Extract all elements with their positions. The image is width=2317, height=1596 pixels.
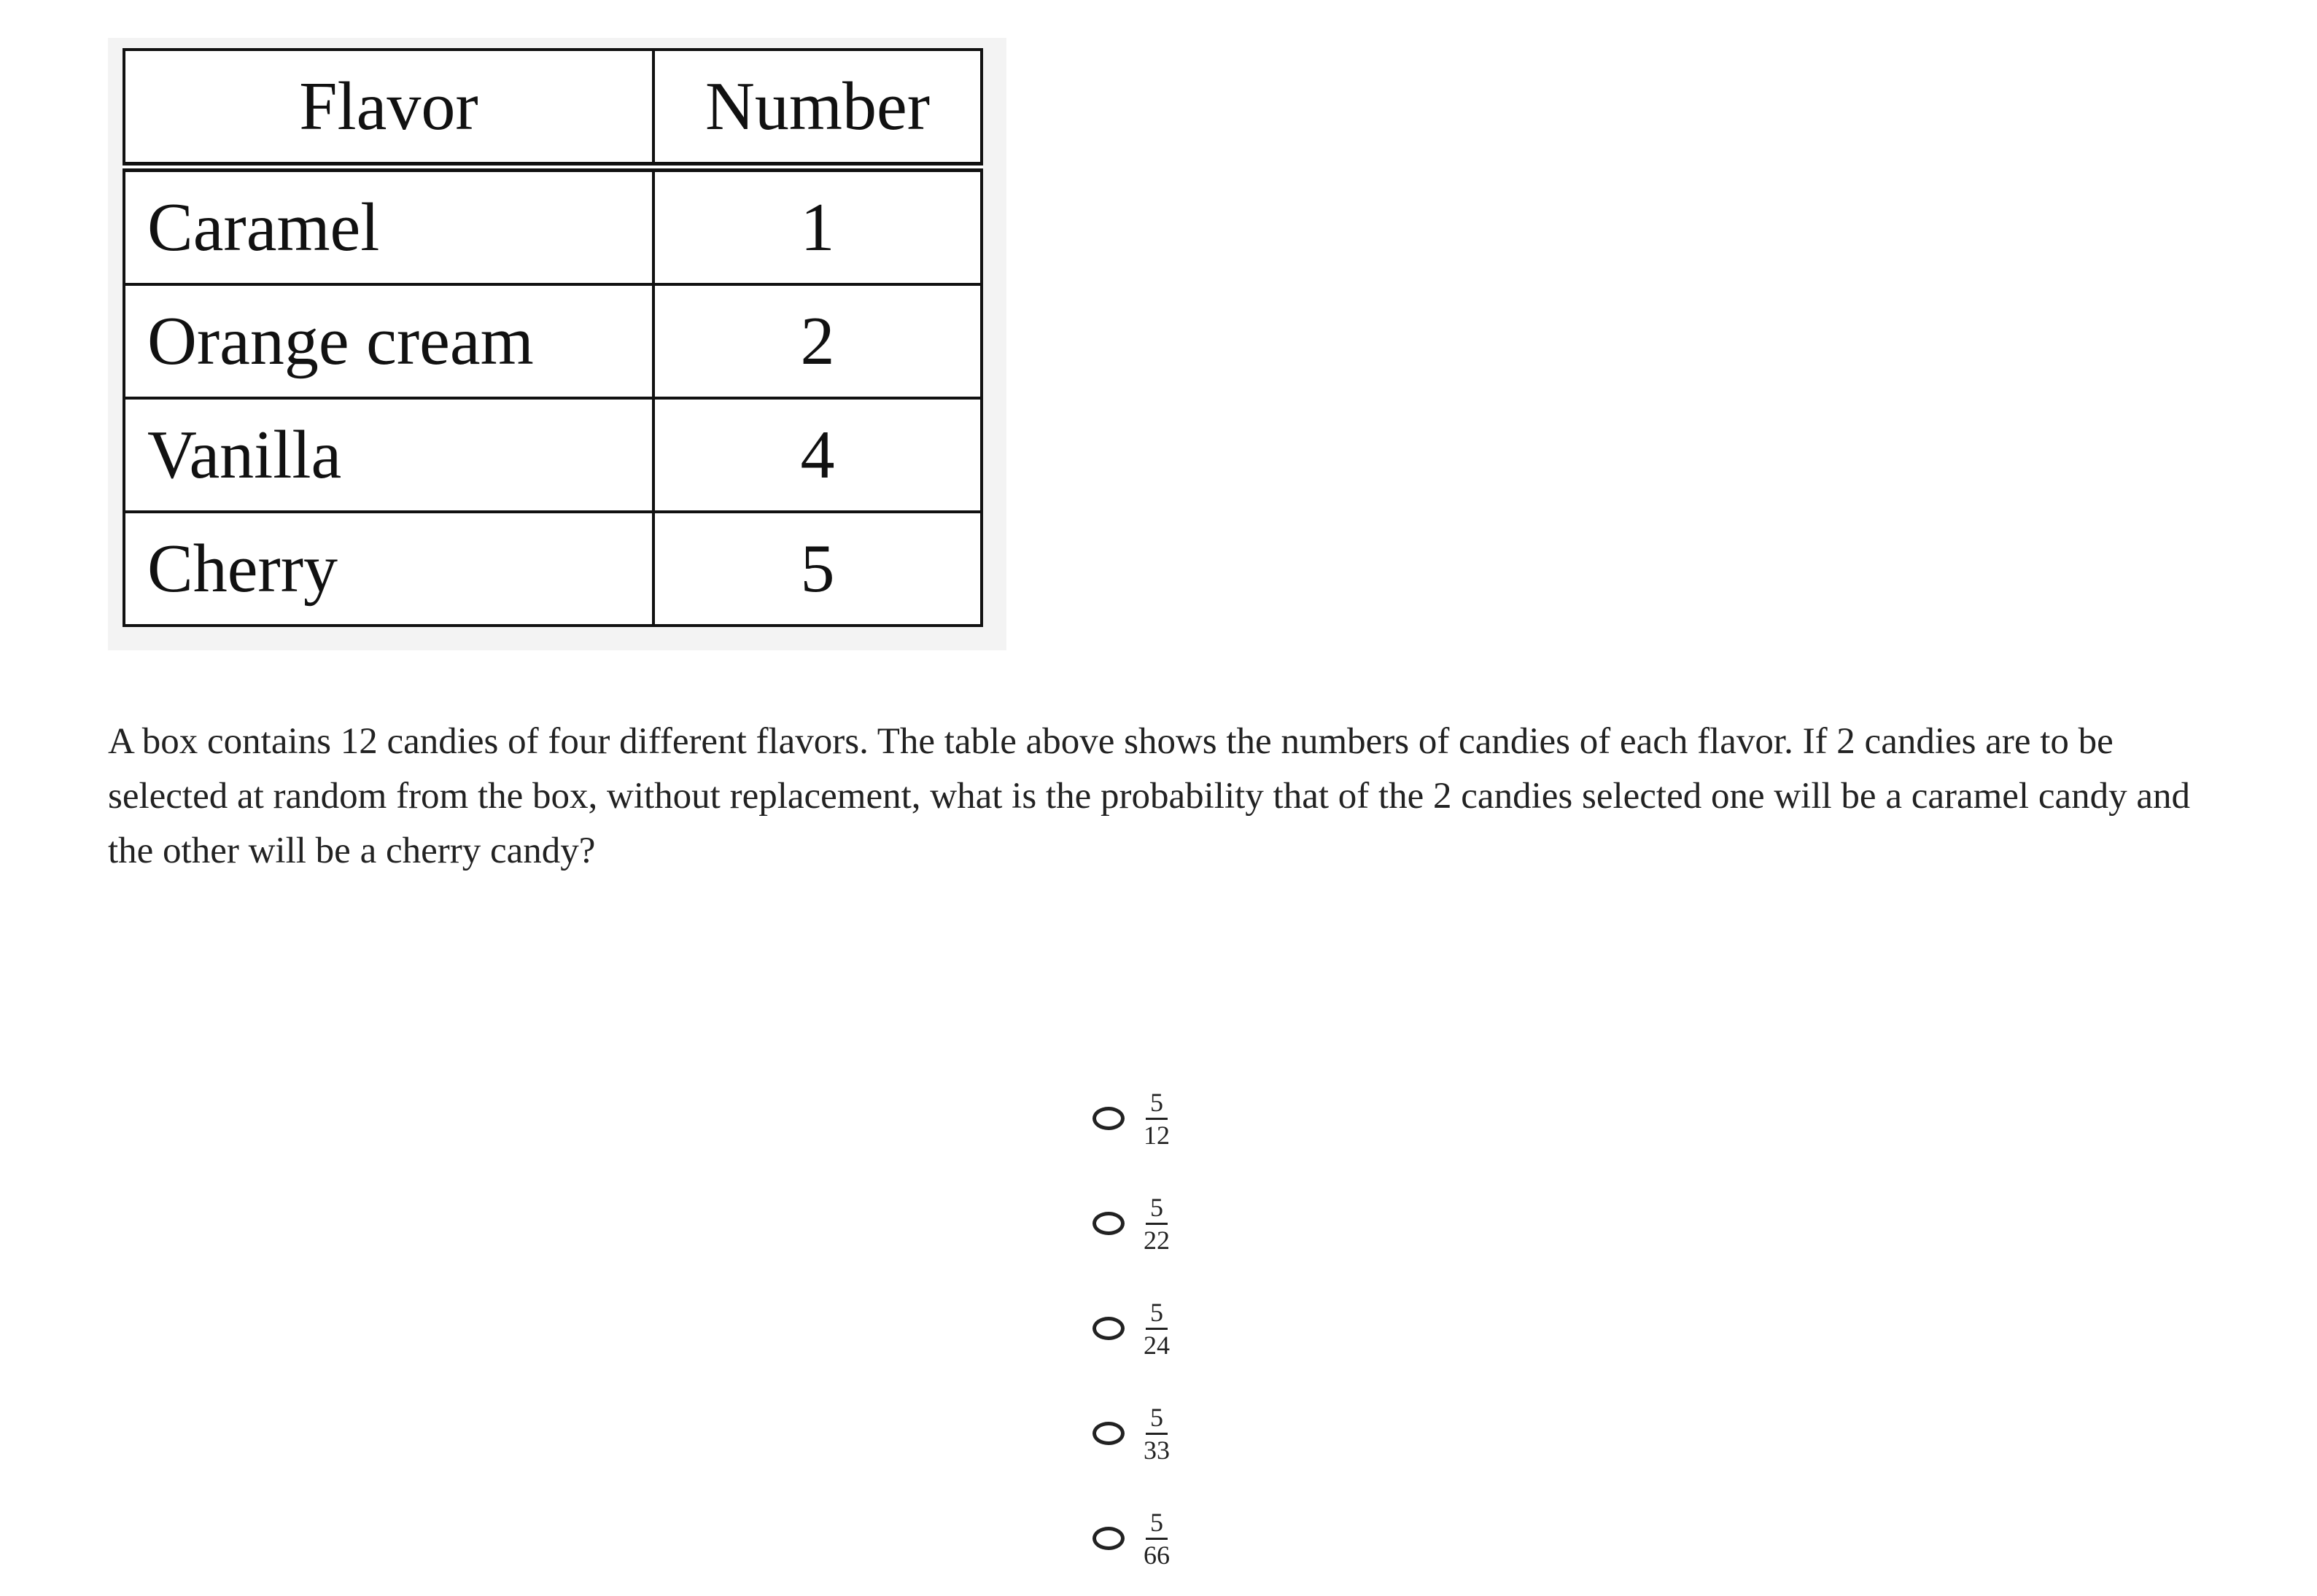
table-row — [124, 167, 982, 284]
fraction-denominator: 22 — [1144, 1225, 1170, 1255]
fraction-numerator: 5 — [1146, 1299, 1168, 1330]
radio-button[interactable] — [1092, 1107, 1125, 1130]
column-header-number: Number — [653, 50, 982, 167]
number-cell: 1 — [653, 167, 982, 284]
number-cell: 4 — [653, 398, 982, 512]
radio-button[interactable] — [1092, 1317, 1125, 1340]
fraction-denominator: 33 — [1144, 1435, 1170, 1465]
table-row — [124, 284, 982, 398]
number-cell: 5 — [653, 512, 982, 626]
fraction — [1141, 1404, 1173, 1464]
question-text: A box contains 12 candies of four different flavors. The table above shows the numbers of candies of each flavor. If 2 candies are to be selected at random from the box, without replacement, what is the probability that of the 2 candies selected one will be a caramel candy and the other will be a cherry candy? — [108, 721, 2190, 871]
fraction-denominator: 12 — [1144, 1120, 1170, 1150]
fraction — [1141, 1509, 1173, 1569]
flavor-table-image — [108, 38, 1006, 650]
table-row — [124, 398, 982, 512]
radio-button[interactable] — [1092, 1527, 1125, 1550]
radio-button[interactable] — [1092, 1422, 1125, 1445]
table-row — [124, 512, 982, 626]
answer-option-d[interactable] — [1092, 1381, 1282, 1486]
answer-choices — [1092, 1066, 1282, 1591]
flavor-cell: Vanilla — [124, 398, 653, 512]
answer-option-a[interactable] — [1092, 1066, 1282, 1171]
table-header-row — [124, 50, 982, 167]
answer-option-e[interactable] — [1092, 1486, 1282, 1591]
fraction — [1141, 1089, 1173, 1149]
fraction-denominator: 24 — [1144, 1330, 1170, 1360]
fraction — [1141, 1299, 1173, 1359]
fraction-numerator: 5 — [1146, 1509, 1168, 1540]
column-header-flavor: Flavor — [124, 50, 653, 167]
radio-button[interactable] — [1092, 1212, 1125, 1235]
flavor-table — [123, 48, 983, 627]
answer-option-c[interactable] — [1092, 1276, 1282, 1381]
fraction-numerator: 5 — [1146, 1194, 1168, 1225]
flavor-cell: Cherry — [124, 512, 653, 626]
number-cell: 2 — [653, 284, 982, 398]
answer-option-b[interactable] — [1092, 1171, 1282, 1276]
fraction — [1141, 1194, 1173, 1254]
fraction-numerator: 5 — [1146, 1404, 1168, 1435]
fraction-numerator: 5 — [1146, 1089, 1168, 1120]
fraction-denominator: 66 — [1144, 1540, 1170, 1570]
flavor-cell: Caramel — [124, 167, 653, 284]
flavor-cell: Orange cream — [124, 284, 653, 398]
